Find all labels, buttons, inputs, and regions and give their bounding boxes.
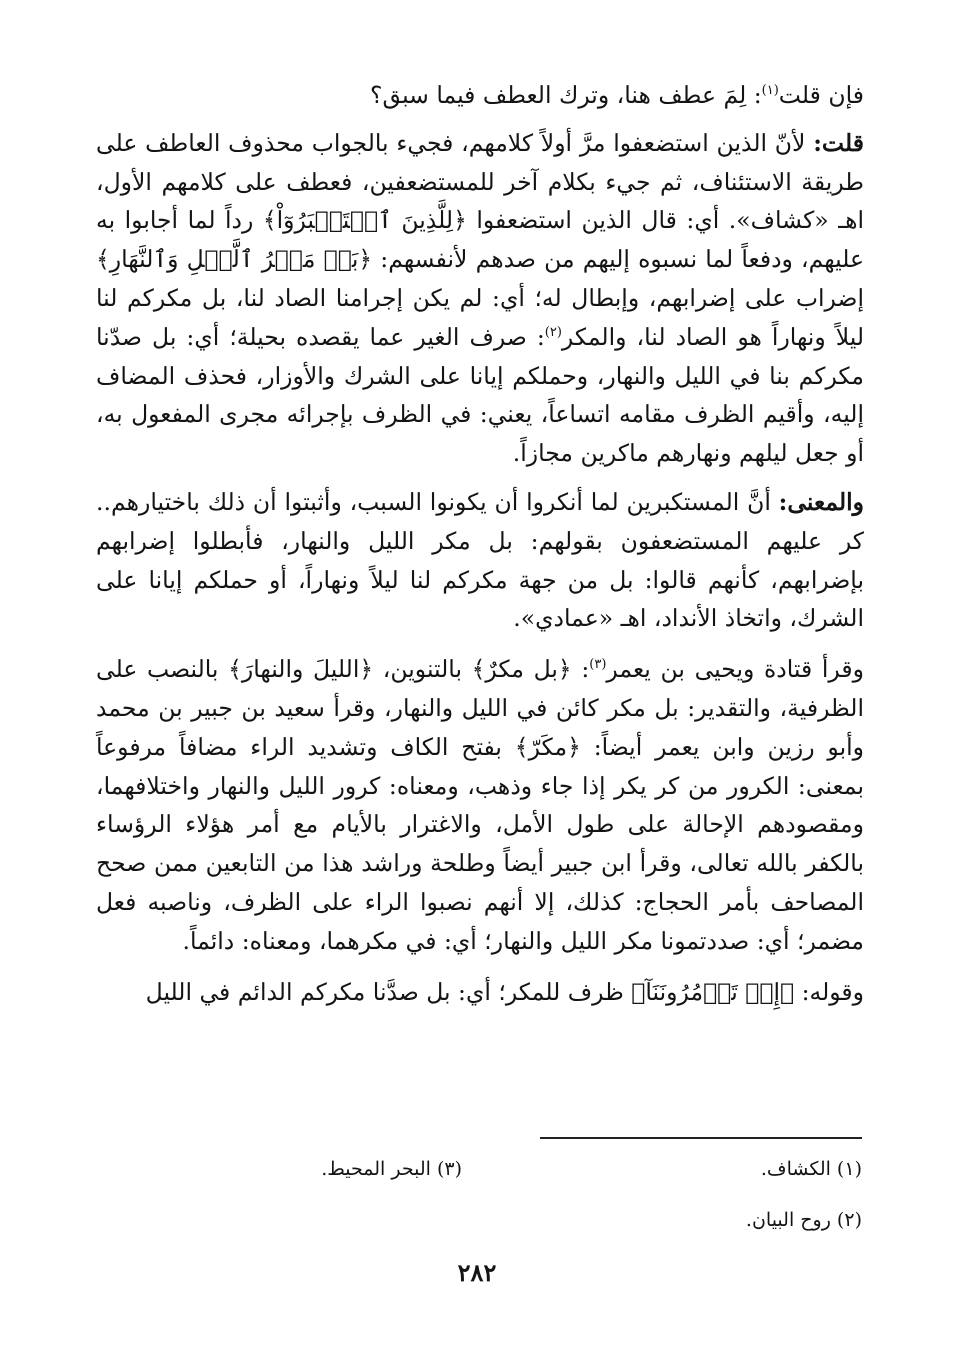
paragraph-text: فإن قلت$^{(١)}$: لِمَ عطف هنا، وترك العطف فيما سبق؟ <box>370 81 864 109</box>
paragraph-question <box>96 76 864 115</box>
paragraph-lead: والمعنى: <box>778 487 864 516</box>
paragraph-readings <box>96 650 864 960</box>
page-body <box>96 76 864 1011</box>
footnote-2: (٢) روح البيان. <box>745 1209 862 1231</box>
footnote-1: (١) الكشاف. <box>760 1158 862 1180</box>
paragraph-lead: قلت: <box>813 128 864 157</box>
footnote-separator <box>540 1137 862 1139</box>
paragraph-text: لأنّ الذين استضعفوا مرَّ أولاً كلامهم، فجيء بالجواب محذوف العاطف على طريقة الاستئناف، ثم جيء بكلام آخر للمستضعفين، فعطف على كلامهم الأول، اهـ «كشاف». أي: قال الذين استضعفوا ﴿لِلَّذِينَ ٱسۡتَكۡبَرُوٓاْ﴾ رداً لما أجابوا به عليهم، ودفعاً لما نسبوه إليهم من صدهم لأنفسهم: ﴿بَلۡ مَكۡرُ ٱلَّيۡلِ وَٱلنَّهَارِ﴾ إضراب على إضرابهم، وإبطال له؛ أي: لم يكن إجرامنا الصاد لنا، بل مكركم لنا ليلاً ونهاراً هو الصاد لنا، والمكر$^{(٢)}$: صرف الغير عما يقصده بحيلة؛ أي: بل صدّنا مكركم بنا في الليل والنهار، وحملكم إيانا على الشرك والأوزار، فحذف المضاف إليه، وأقيم الظرف مقامه اتساعاً، يعني: في الظرف بإجرائه مجرى المفعول به، أو جعل ليلهم ونهارهم ماكرين مجازاً. <box>96 128 864 468</box>
page-number: ٢٨٢ <box>457 1258 497 1287</box>
paragraph-answer <box>96 124 864 473</box>
paragraph-continuation <box>96 973 864 1012</box>
paragraph-text: وقرأ قتادة ويحيى بن يعمر$^{(٣)}$: ﴿بل مكرٌ﴾ بالتنوين، ﴿الليلَ والنهارَ﴾ بالنصب على الظرفية، والتقدير: بل مكر كائن في الليل والنهار، وقرأ سعيد بن جبير بن محمد وأبو رزين وابن يعمر أيضاً: ﴿مكَرّ﴾ بفتح الكاف وتشديد الراء مضافاً مرفوعاً بمعنى: الكرور من كر يكر إذا جاء وذهب، ومعناه: كرور الليل والنهار واختلافهما، ومقصودهم الإحالة على طول الأمل، والاغترار بالأيام مع أمر هؤلاء الرؤساء بالكفر بالله تعالى، وقرأ ابن جبير أيضاً وطلحة وراشد هذا من التابعين ممن صحح المصاحف بأمر الحجاج: كذلك، إلا أنهم نصبوا الراء على الظرف، وناصبه فعل مضمر؛ أي: صددتمونا مكر الليل والنهار؛ أي: في مكرهما، ومعناه: دائماً. <box>96 655 864 955</box>
footnote-3: (٣) البحر المحيط. <box>321 1158 462 1180</box>
paragraph-meaning <box>96 483 864 638</box>
paragraph-text: وقوله: ﴿إِذۡ تَأۡمُرُونَنَآ﴾ ظرف للمكر؛ أي: بل صدَّنا مكركم الدائم في الليل <box>145 977 864 1006</box>
paragraph-text: أنَّ المستكبرين لما أنكروا أن يكونوا السبب، وأثبتوا أن ذلك باختيارهم.. كر عليهم المستضعفون بقولهم: بل مكر الليل والنهار، فأبطلوا إضرابهم بإضرابهم، كأنهم قالوا: بل من جهة مكركم لنا ليلاً ونهاراً، أو حملكم إيانا على الشرك، واتخاذ الأنداد، اهـ «عمادي». <box>96 487 864 633</box>
